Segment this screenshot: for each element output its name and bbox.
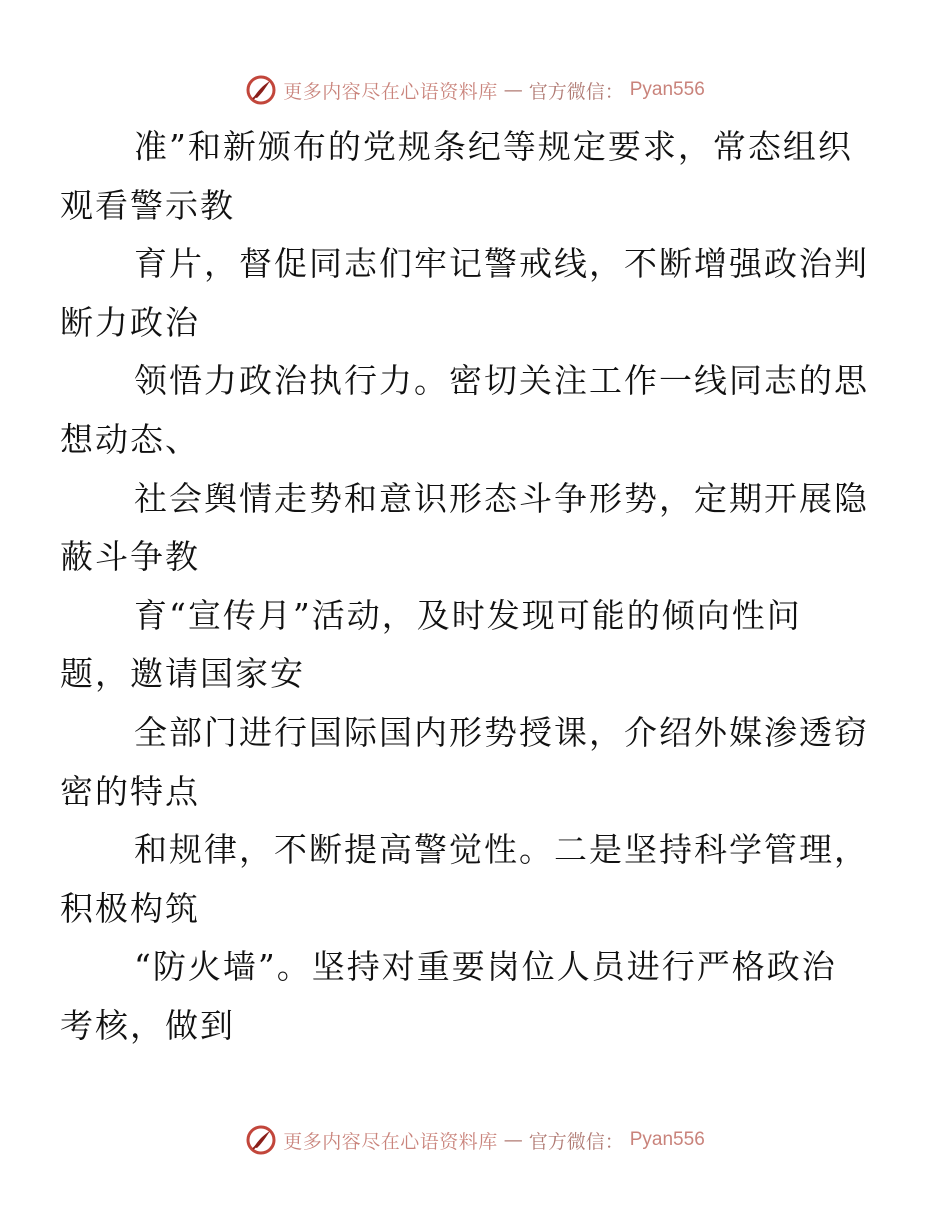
paragraph-continuation: 想动态、: [60, 419, 200, 459]
paragraph: [60, 470, 869, 587]
red-feather-seal-icon: [245, 1124, 277, 1156]
paragraph: [60, 118, 857, 235]
paragraph-continuation: 考核，做到: [60, 1005, 235, 1045]
paragraph-first-line: 领悟力政治执行力。密切关注工作一线同志的思: [134, 361, 869, 401]
paragraph: [60, 587, 857, 704]
header-banner-wechat-id: Pyan556: [629, 79, 705, 100]
paragraph-continuation: 断力政治: [60, 302, 200, 342]
paragraph: [60, 704, 869, 821]
footer-banner-wechat-label: 官方微信：: [528, 1130, 624, 1153]
header-banner-wechat-label: 官方微信：: [528, 80, 624, 103]
paragraph-continuation: 积极构筑: [60, 888, 200, 928]
header-banner-content: [245, 74, 705, 106]
paragraph-first-line: 社会舆情走势和意识形态斗争形势，定期开展隐: [134, 478, 869, 518]
paragraph-first-line: “防火墙”。坚持对重要岗位人员进行严格政治: [134, 947, 837, 987]
document-body: [60, 118, 869, 1056]
footer-banner-title: 更多内容尽在心语资料库: [283, 1130, 498, 1153]
footer-banner-separator: —: [503, 1129, 523, 1151]
paragraph-continuation: 密的特点: [60, 771, 200, 811]
paragraph: [60, 938, 857, 1055]
footer-banner-wechat-id: Pyan556: [629, 1129, 705, 1150]
paragraph-first-line: 育片，督促同志们牢记警戒线，不断增强政治判: [134, 244, 869, 284]
header-banner-title: 更多内容尽在心语资料库: [283, 80, 498, 103]
paragraph-first-line: 全部门进行国际国内形势授课，介绍外媒渗透窃: [134, 712, 869, 752]
paragraph-continuation: 蔽斗争教: [60, 537, 200, 577]
red-feather-seal-icon: [245, 74, 277, 106]
paragraph: [60, 235, 869, 352]
paragraph: [60, 821, 869, 938]
header-banner-separator: —: [503, 79, 523, 101]
footer-banner-content: [245, 1124, 705, 1156]
paragraph-continuation: 观看警示教: [60, 185, 235, 225]
paragraph-first-line: 和规律，不断提高警觉性。二是坚持科学管理，: [134, 830, 869, 870]
paragraph-continuation: 题，邀请国家安: [60, 654, 305, 694]
header-banner: [0, 70, 950, 110]
paragraph: [60, 352, 869, 469]
footer-banner: [0, 1120, 950, 1160]
paragraph-first-line: 准”和新颁布的党规条纪等规定要求，常态组织: [134, 127, 853, 166]
paragraph-first-line: 育“宣传月”活动，及时发现可能的倾向性问: [134, 595, 802, 635]
